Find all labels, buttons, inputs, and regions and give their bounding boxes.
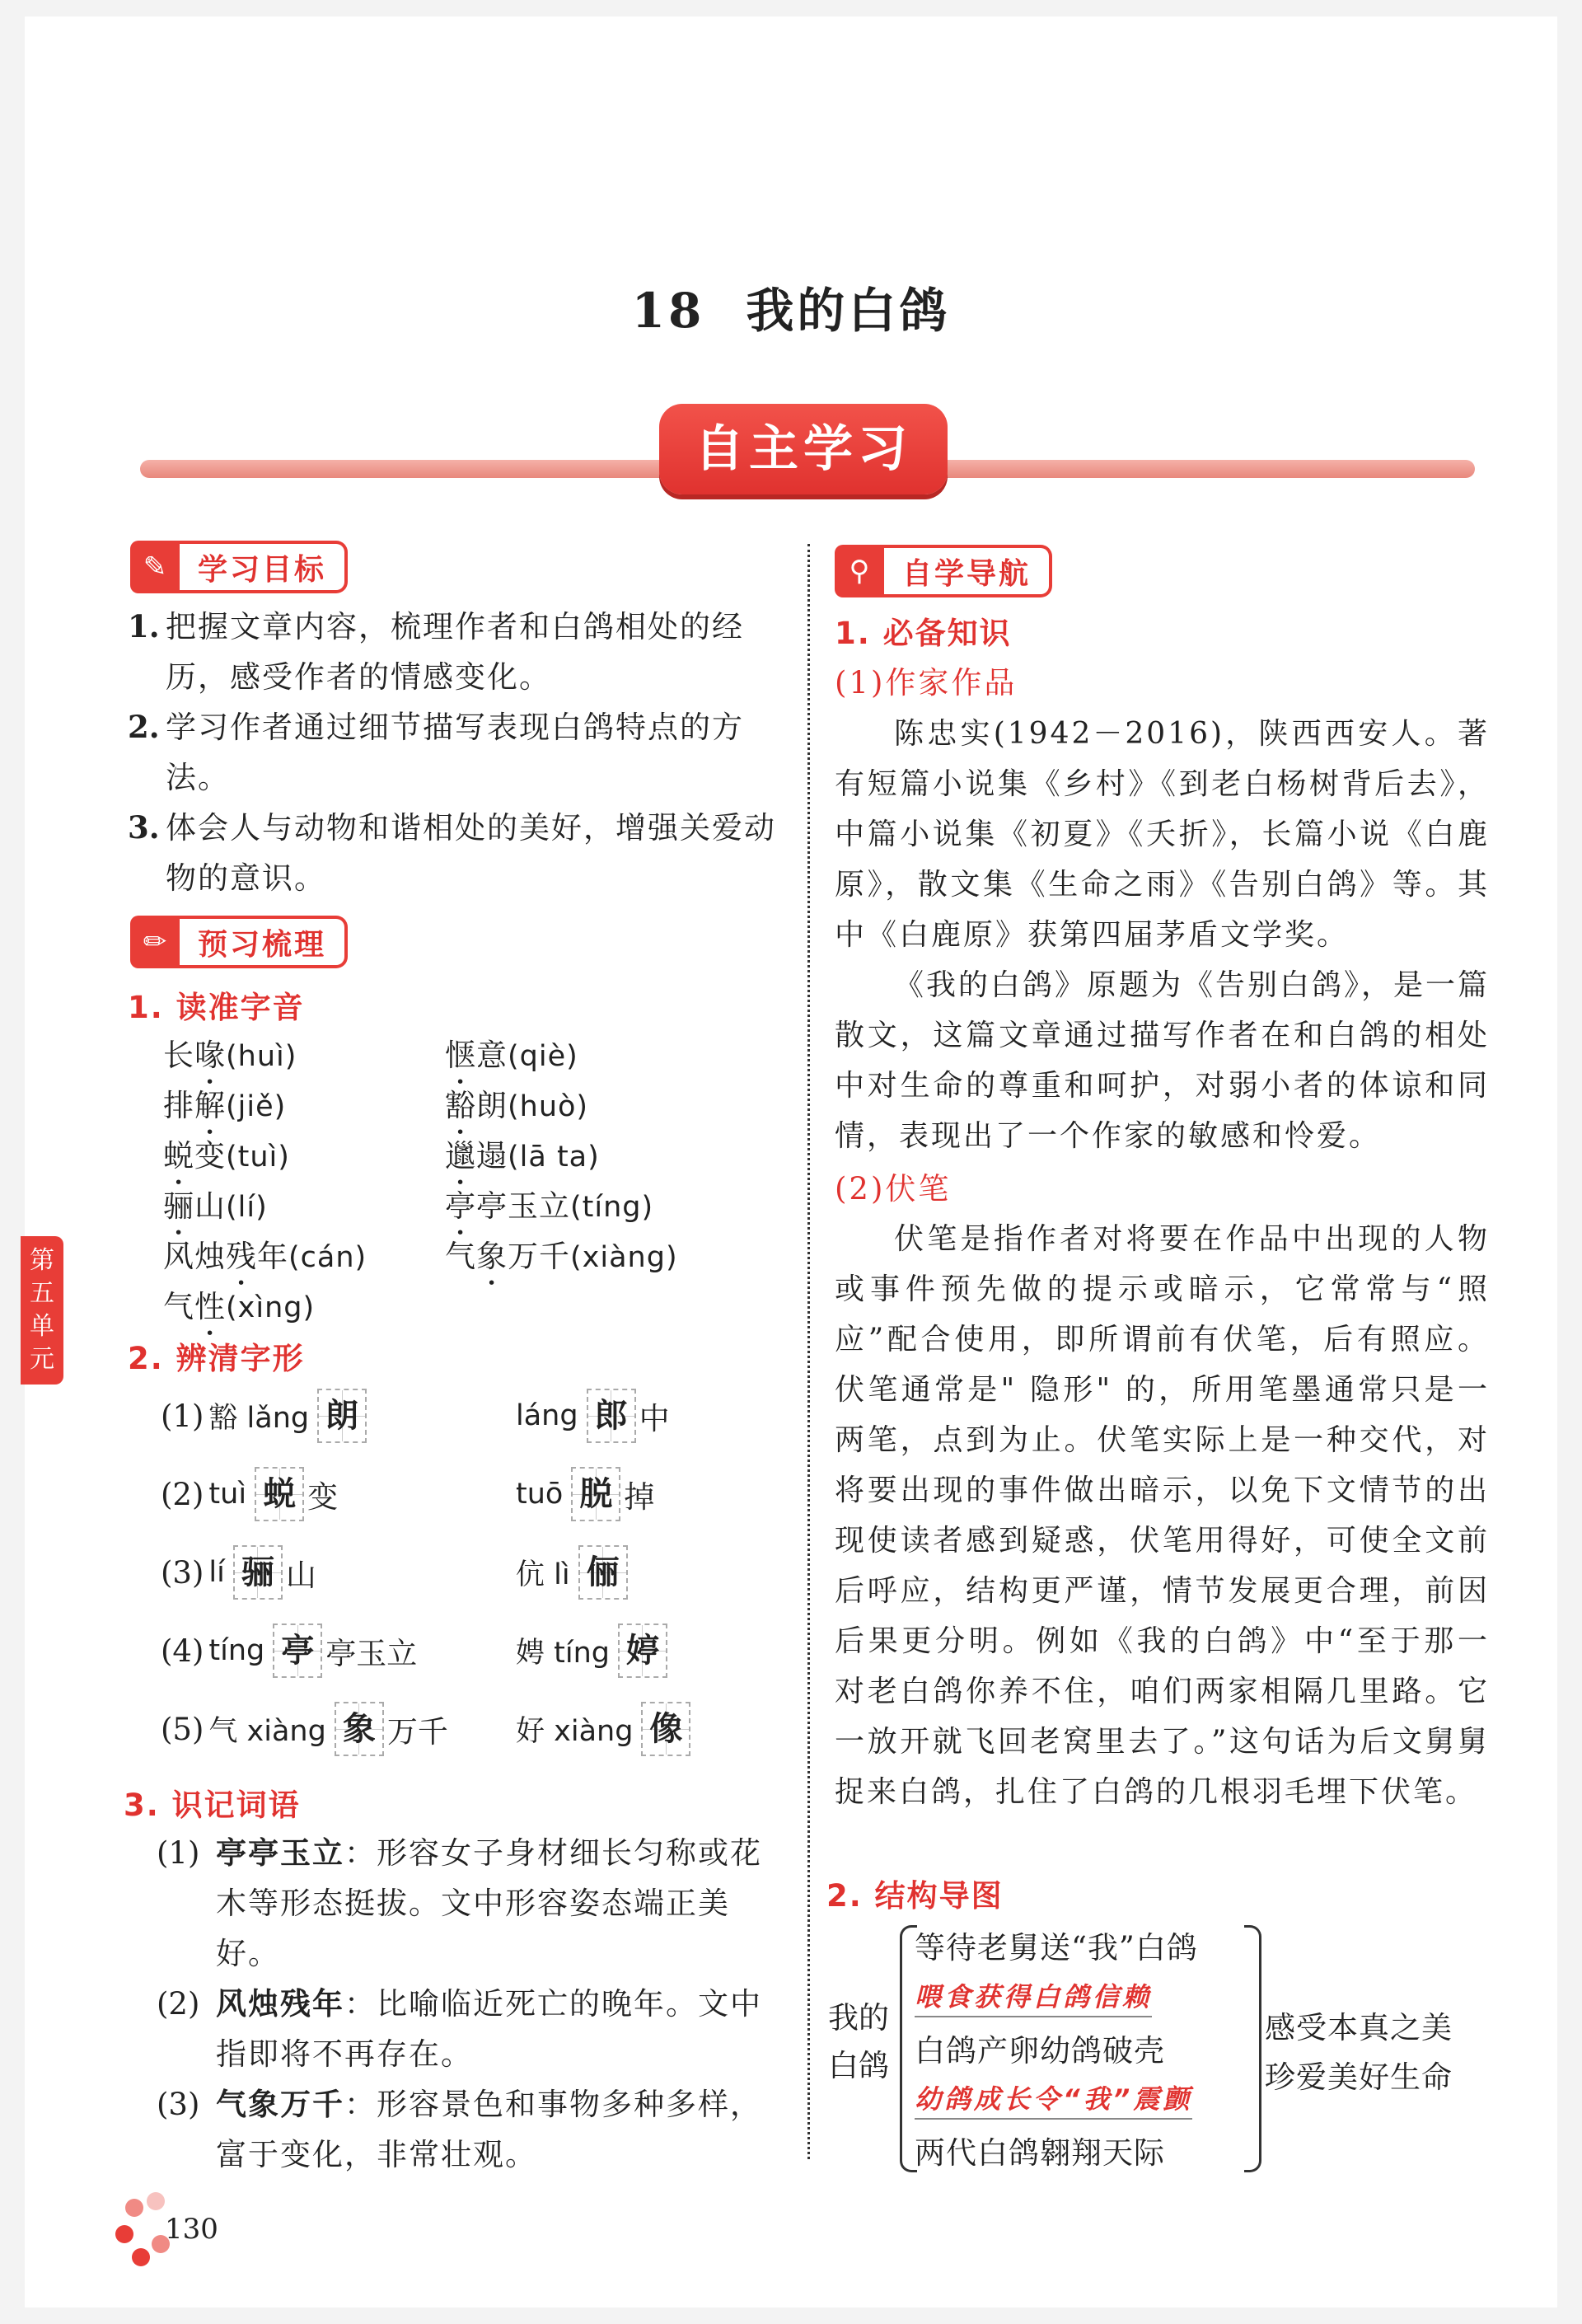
pron-item: 蜕变(tuì) [163,1138,290,1174]
term-item: (2) 风烛残年：比喻临近死亡的晚年。文中指即将不再存在。 [157,1986,762,2072]
map-item: 白鸽产卵幼鸽破壳 [915,2033,1165,2069]
decor-dot [115,2225,133,2243]
pron-item: 气象万千(xiàng) [445,1239,678,1274]
chars-heading: 2. 辨清字形 [128,1341,305,1376]
char-row: (1) 豁 lǎng 朗 [161,1389,370,1443]
map-conclusion: 感受本真之美 [1265,2010,1453,2045]
char-row: 娉 tíng 婷 [511,1624,671,1678]
decor-dot [132,2248,150,2266]
pron-item: 惬意(qiè) [445,1038,578,1073]
section-banner: 自主学习 [659,404,948,494]
goal-item: 3. 体会人与动物和谐相处的美好，增强关爱动物的意识。 [128,809,776,896]
term-item: (1) 亭亭玉立：形容女子身材细长匀称或花木等形态挺拔。文中形容姿态端正美好。 [157,1835,762,1971]
pron-item: 邋遢(lā ta) [445,1138,600,1174]
char-row: 伉 lì 俪 [511,1545,631,1600]
pron-heading: 1. 读准字音 [128,990,305,1025]
pron-item: 亭亭玉立(tíng) [445,1188,654,1224]
pron-item: 气性(xìng) [163,1289,316,1324]
map-root: 我的 白鸽 [828,2000,889,2083]
pron-item: 风烛残年(cán) [163,1239,367,1274]
lesson-name: 我的白鸽 [746,283,951,339]
column-divider [807,544,810,2159]
decor-dot [147,2192,165,2210]
author-subheading: (1)作家作品 [835,665,1018,700]
foreshadow-paragraph: 伏笔是指作者对将要在作品中出现的人物或事件预先做的提示或暗示，它常常与“照应”配合使用，即所谓前有伏笔，后有照应。伏笔通常是" 隐形" 的，所用笔墨通常只是一两笔，点到为止。伏笔实际上是一种交代，对将要出现的事件做出暗示，以免下文情节的出现使读者感到疑惑，伏笔用得好，可使全文前后呼应，结构更严谨，情节发展更合理，前因后果更分明。例如《我的白鸽》中“至于那一对老白鸽你养不住，咱们两家相隔几里路。它一放开就飞回老窝里去了。”这句话为后文舅舅捉来白鸽，扎住了白鸽的几根羽毛埋下伏笔。 [835,1222,1490,1809]
char-row: (3) lí 骊 山 [161,1545,316,1600]
map-item: 等待老舅送“我”白鸽 [915,1930,1198,1966]
pron-item: 豁朗(huò) [445,1088,589,1123]
char-row: láng 郎 中 [511,1389,670,1443]
pron-item: 排解(jiě) [163,1088,287,1123]
preview-header [130,915,348,969]
char-row: (5) 气 xiàng 象 万千 [161,1702,448,1756]
page-number: 130 [165,2213,218,2246]
goals-label: 学习目标 [180,541,348,593]
char-row: tuō 脱 掉 [511,1467,654,1521]
map-item: 喂食获得白鸽信赖 [915,1976,1152,2017]
knowledge-heading: 1. 必备知识 [835,616,1012,651]
map-item: 两代白鸽翱翔天际 [915,2135,1165,2171]
structure-heading: 2. 结构导图 [826,1878,1004,1914]
preview-label: 预习梳理 [180,916,348,968]
telescope-icon: ⚲ [835,545,884,597]
map-conclusion: 珍爱美好生命 [1265,2059,1453,2095]
goal-item: 2. 学习作者通过细节描写表现白鸽特点的方法。 [128,709,744,795]
decor-dot [125,2199,143,2217]
pron-item: 骊山(lí) [163,1188,268,1224]
char-row: 好 xiàng 像 [511,1702,694,1756]
char-row: (2) tuì 蜕 变 [161,1467,338,1521]
author-paragraph: 陈忠实(1942－2016)，陕西西安人。著有短篇小说集《乡村》《到老白杨树背后去》，中篇小说集《初夏》《夭折》，长篇小说《白鹿原》，散文集《生命之雨》《告别白鸽》等。其中《白鹿原》获第四届茅盾文学奖。 《我的白鸽》原题为《告别白鸽》，是一篇散文，这篇文章通过描写作者在和白鸽的相处中对生命的尊重和呵护，对弱小者的体谅和同情，表现出了一个作家的敏感和怜爱。 [835,717,1491,1153]
goals-header [130,540,348,594]
lesson-title [0,272,1582,341]
foreshadow-subheading: (2)伏笔 [835,1171,952,1207]
right-brace [1244,1925,1261,2172]
term-item: (3) 气象万千：形容景色和事物多种多样，富于变化，非常壮观。 [157,2087,762,2172]
pencil-icon: ✏ [130,916,180,968]
guide-header [835,544,1052,598]
unit-side-tab: 第五单元 [21,1236,63,1385]
pron-item: 长喙(huì) [163,1038,297,1073]
terms-heading: 3. 识记词语 [124,1788,301,1823]
guide-label: 自学导航 [884,545,1052,597]
char-row: (4) tíng 亭 亭玉立 [161,1624,417,1678]
lesson-number: 18 [631,283,705,339]
map-item: 幼鸽成长令“我”震颤 [915,2078,1192,2120]
study-icon: ✎ [130,541,180,593]
goal-item: 1. 把握文章内容，梳理作者和白鸽相处的经历，感受作者的情感变化。 [128,608,744,695]
